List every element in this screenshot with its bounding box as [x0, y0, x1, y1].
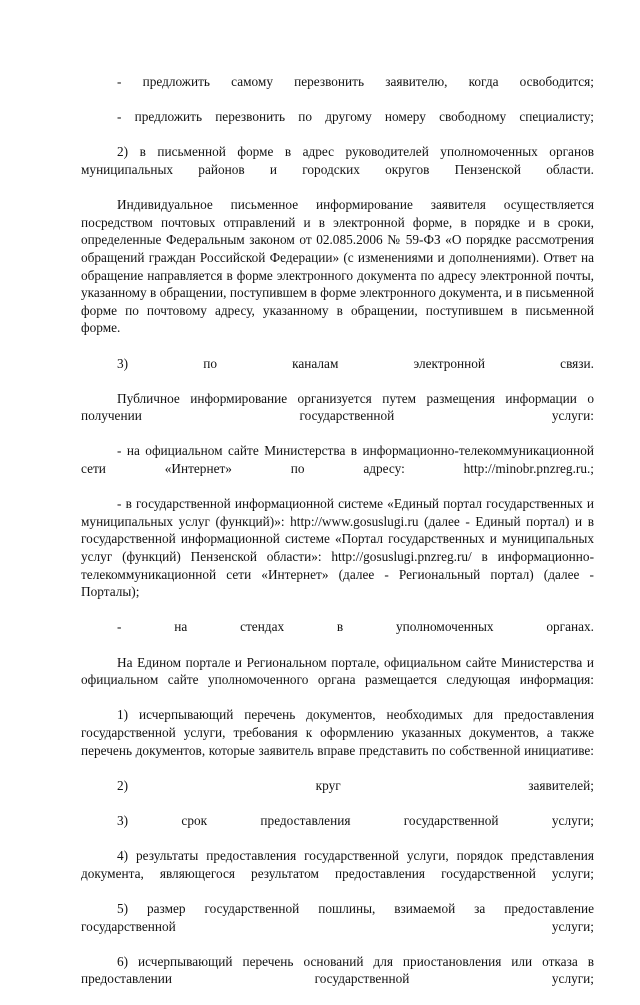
- paragraph-individual-written-info: Индивидуальное письменное информирование заявителя осуществляется посредством почтовых отправлений и в электронной форме, в порядке и в сроки, определенные Федеральным законом от 02.085.2006 № 59-ФЗ «О порядке рассмотрения обращений граждан Российской Федерации» (с изменениями и дополнениями). Ответ на обращение направляется в форме электронного документа по адресу электронной почты, указанному в обращении, поступившем в форме электронного документа, и в письменной форме по почтовому адресу, указанному в обращении, поступившем в письменной форме.: [81, 197, 594, 336]
- paragraph-portals: - в государственной информационной системе «Единый портал государственных и муниципальных услуг (функций)»: http://www.gosuslugi.ru (далее - Единый портал) и в государственной информационной системе «Портал государственных и муниципальных услуг (функций) Пензенской области»: http://gosuslugi.pnzreg.ru/ в информационно-телекоммуникационной сети «Интернет» (далее - Региональный портал) (далее - Порталы);: [81, 496, 594, 600]
- paragraph-public-info: Публичное информирование организуется путем размещения информации о получении государственной услуги:: [81, 390, 594, 424]
- paragraph-callback-other: - предложить перезвонить по другому номеру свободному специалисту;: [117, 109, 594, 125]
- paragraph-item-2: 2) круг заявителей;: [117, 777, 594, 793]
- paragraph-ministry-site: - на официальном сайте Министерства в информационно-телекоммуникационной сети «Интернет» по адресу: http://minobr.pnzreg.ru.;: [81, 443, 594, 477]
- paragraph-item-6: 6) исчерпывающий перечень оснований для приостановления или отказа в предоставлении государственной услуги;: [81, 953, 594, 987]
- paragraph-item-5: 5) размер государственной пошлины, взимаемой за предоставление государственной услуги;: [81, 900, 594, 934]
- paragraph-item-4: 4) результаты предоставления государственной услуги, порядок представления документа, являющегося результатом предоставления государственной услуги;: [81, 848, 594, 881]
- paragraph-electronic-channels: 3) по каналам электронной связи.: [117, 355, 594, 371]
- paragraph-item-3: 3) срок предоставления государственной услуги;: [117, 812, 594, 828]
- paragraph-portal-info-intro: На Едином портале и Региональном портале, официальном сайте Министерства и официальном сайте уполномоченного органа размещается следующая информация:: [81, 654, 594, 688]
- document-body: [81, 73, 594, 1005]
- paragraph-callback-self: - предложить самому перезвонить заявителю, когда освободится;: [117, 74, 594, 89]
- paragraph-stands: - на стендах в уполномоченных органах.: [117, 619, 594, 635]
- paragraph-written-form: 2) в письменной форме в адрес руководителей уполномоченных органов муниципальных районов и городских округов Пензенской области.: [81, 144, 594, 177]
- paragraph-item-1: 1) исчерпывающий перечень документов, необходимых для предоставления государственной услуги, требования к оформлению указанных документов, а также перечень документов, которые заявитель вправе представить по собственной инициативе:: [81, 707, 594, 758]
